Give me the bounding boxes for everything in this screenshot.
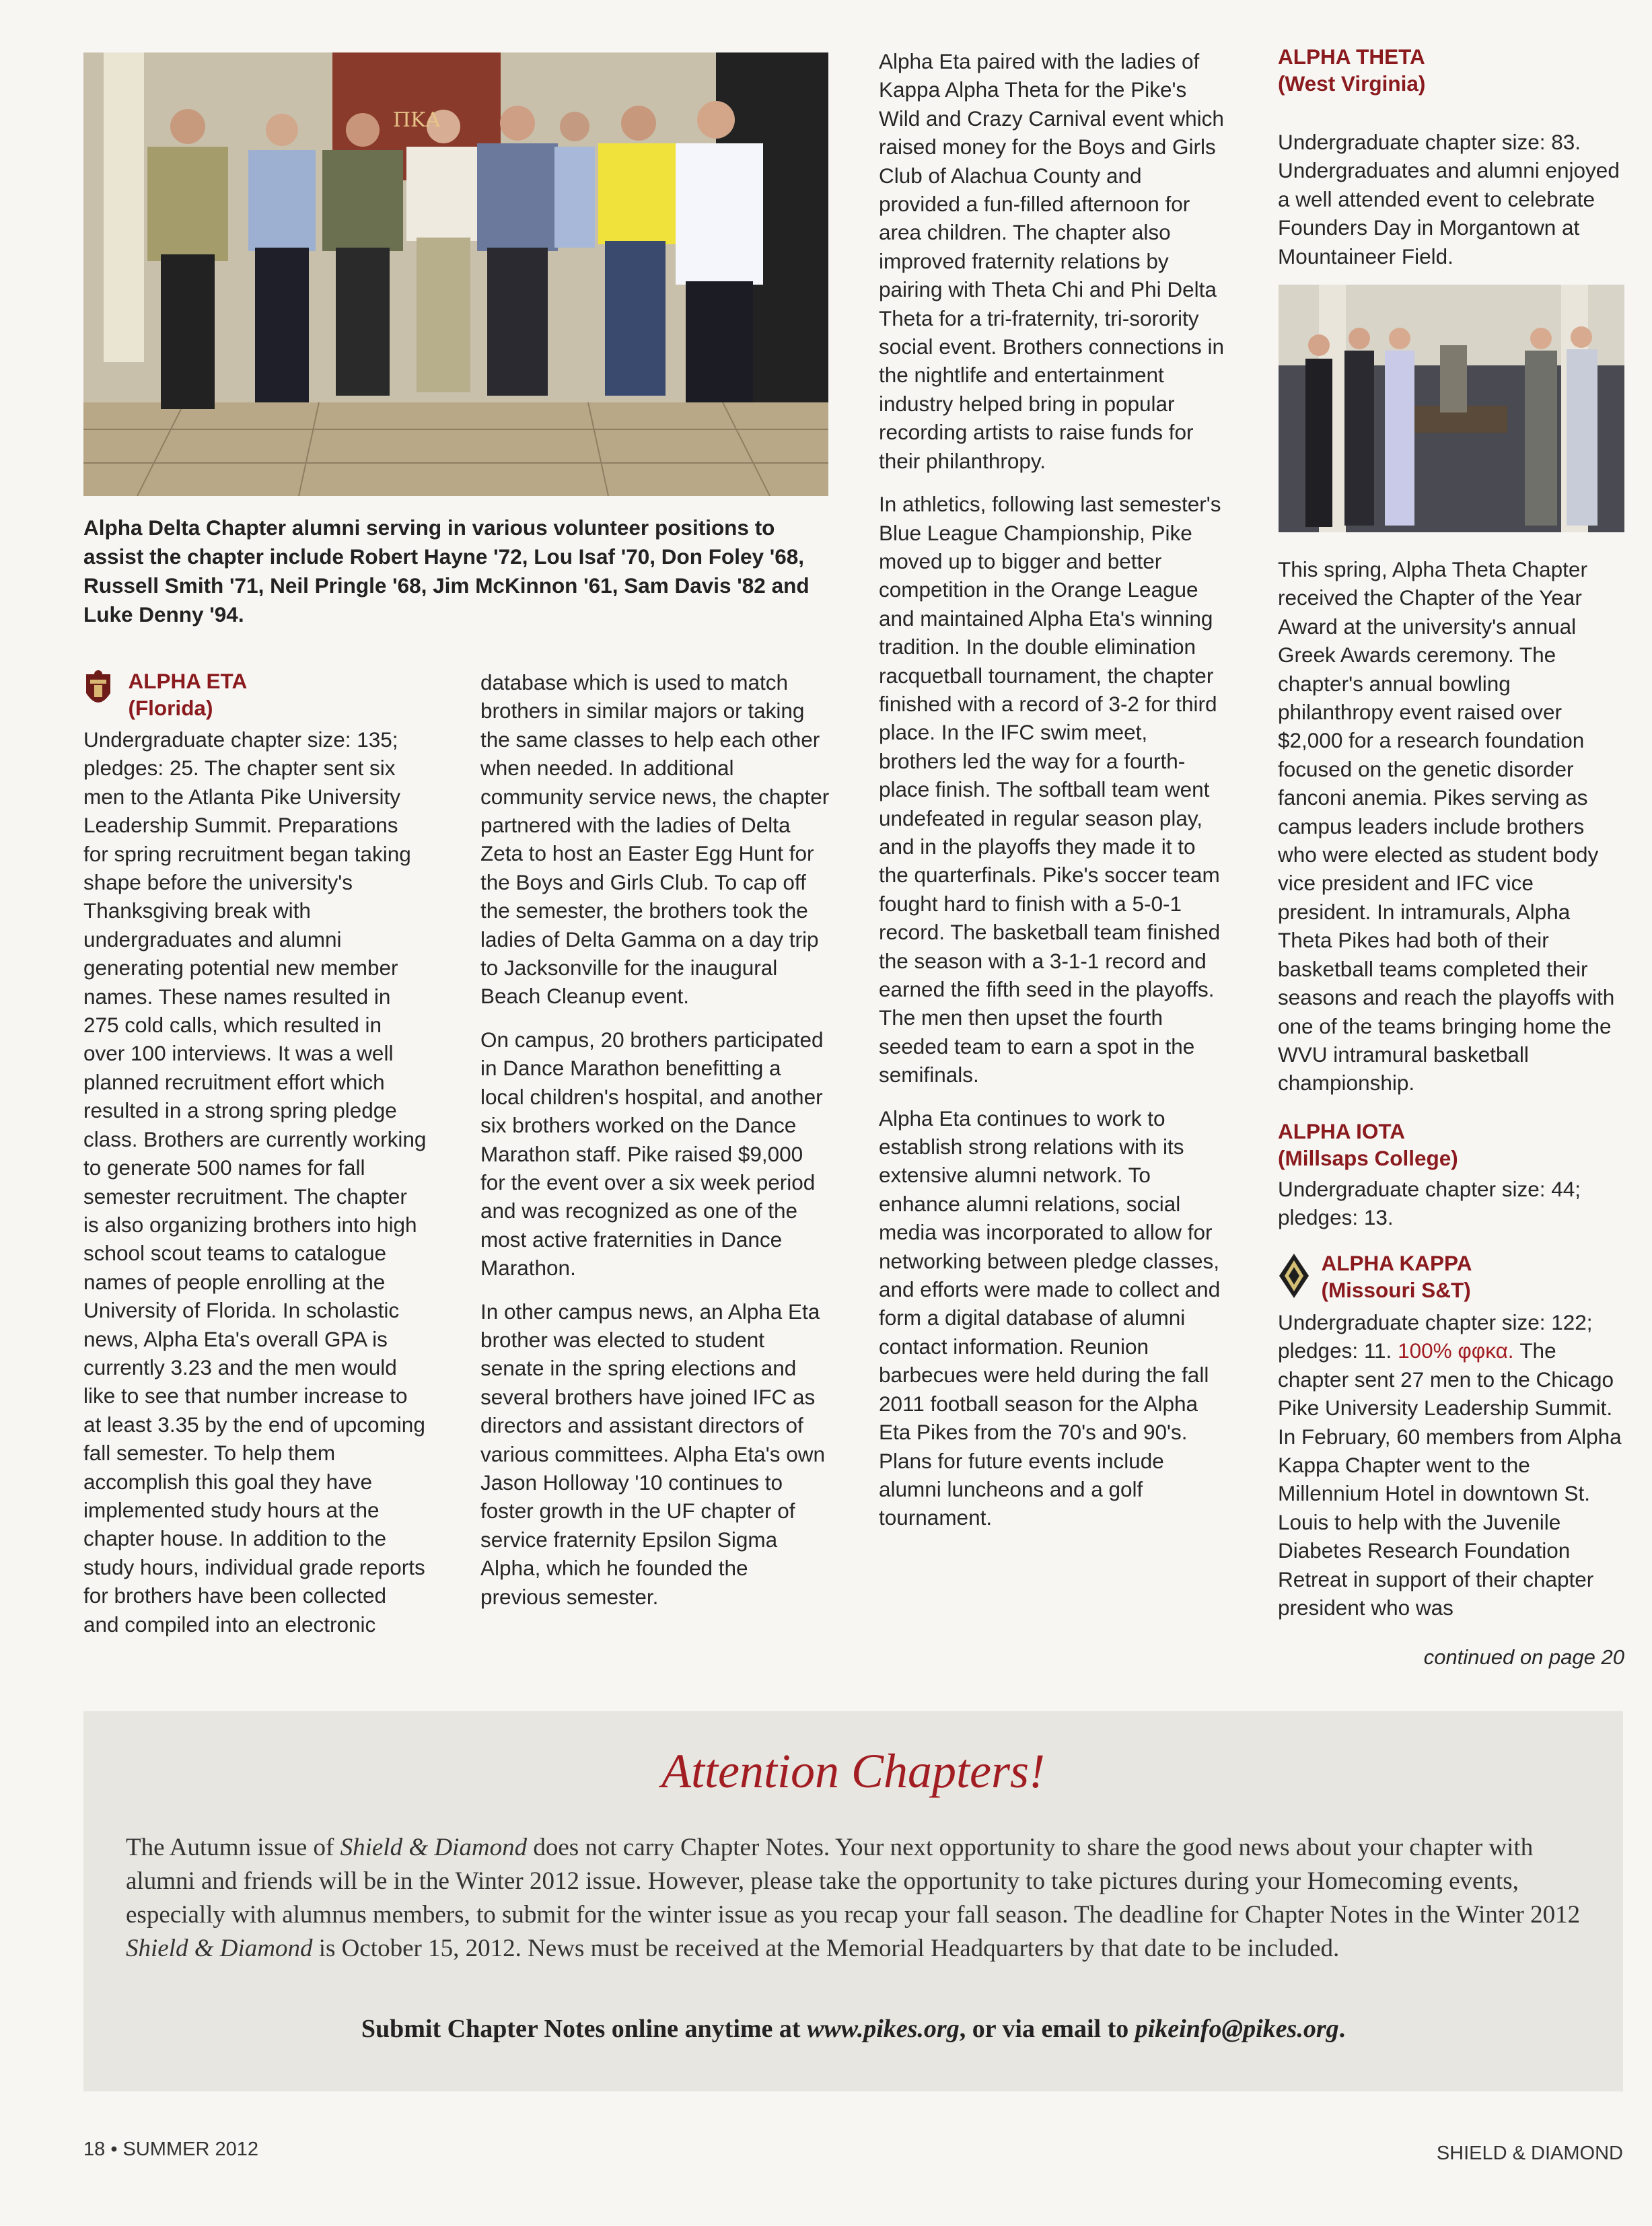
alpha-kappa-school: (Missouri S&T) — [1321, 1278, 1471, 1302]
alpha-theta-award-photo — [1279, 285, 1624, 532]
footer-page-info: 18 • SUMMER 2012 — [83, 2139, 258, 2160]
alpha-iota-header — [1278, 1118, 1628, 1172]
website-link[interactable]: www.pikes.org — [807, 2015, 960, 2043]
alpha-theta-title: ALPHA THETA — [1278, 44, 1425, 69]
banner-text-2: Shield & Diamond — [340, 1834, 528, 1861]
alumni-group-photo — [83, 52, 828, 496]
alpha-kappa-p1-c: The chapter sent 27 men to the Chicago Pike University Leadership Summit. In February, 60 members from Alpha Kappa Chapter went to the Millennium Hotel in downtown St. Louis to help with the Juvenile Diabetes Research Foundation Retreat in support of their chapter president who was — [1278, 1338, 1622, 1620]
banner-title: Attention Chapters! — [661, 1744, 1045, 1798]
banner-text-4: Shield & Diamond — [126, 1935, 313, 1962]
chapter-crest-icon — [83, 670, 113, 715]
alpha-eta-col3-p3: Alpha Eta continues to work to establish strong relations with its extensive alumni network. To enhance alumni relations, social media was incorporated to allow for networking between pledge classes, and efforts were made to collect and form a digital database of alumni contact information. Reunion barbecues were held during the fall 2011 football season for the Alpha Eta Pikes from the 70's and 90's. Plans for future events include alumni luncheons and a golf tournament. — [879, 1106, 1221, 1530]
continued-note: continued on page 20 — [1423, 1645, 1624, 1669]
alpha-eta-col2-p3: In other campus news, an Alpha Eta brother was elected to student senate in the spring elections and several brothers have joined IFC as directors and assistant directors of various committees. Alpha Eta's own Jason Holloway '10 continues to foster growth in the UF chapter of service fraternity Epsilon Sigma Alpha, which he founded the previous semester. — [480, 1299, 825, 1609]
alpha-kappa-p1 — [1278, 1308, 1628, 1622]
crest-letters: ΠΚΑ — [392, 108, 441, 132]
alpha-eta-col2-p1: database which is used to match brothers in similar majors or taking the same classes to help each other when needed. In additional community service news, the chapter partnered with the ladies of Delta Zeta to host an Easter Egg Hunt for the Boys and Girls Club. To cap off the semester, the brothers took the ladies of Delta Gamma on a day trip to Jacksonville for the inaugural Beach Cleanup event. — [480, 670, 830, 1009]
alpha-kappa-p1-a: Undergraduate chapter size: 122; pledges: 11. — [1278, 1310, 1593, 1363]
alpha-eta-col3-p1: Alpha Eta paired with the ladies of Kappa Alpha Theta for the Pike's Wild and Crazy Carnival event which raised money for the Boys and Girls Club of Alachua County and provided a fun-filled afternoon for area children. The chapter also improved fraternity relations by pairing with Theta Chi and Phi Delta Theta for a tri-fraternity, tri-sorority social event. Brothers connections in the nightlife and entertainment industry helped bring in popular recording artists to raise funds for their philanthropy. — [879, 49, 1225, 473]
alpha-theta-header — [1278, 43, 1628, 97]
submit-text-1: Submit Chapter Notes online anytime at — [361, 2015, 807, 2043]
alpha-eta-col2-p2: On campus, 20 brothers participated in Dance Marathon benefitting a local children's hospital, and another six brothers worked on the Dance Marathon staff. Pike raised $9,000 for the event over a six week period and was recognized as one of the most active fraternities in Dance Marathon. — [480, 1027, 824, 1281]
alpha-eta-school: (Florida) — [128, 696, 213, 720]
alpha-iota-school: (Millsaps College) — [1278, 1146, 1458, 1170]
alpha-eta-col3-p2: In athletics, following last semester's Blue League Championship, Pike moved up to bigger and better competition in the Orange League and maintained Alpha Eta's winning tradition. In the double elimination racquetball tournament, the chapter finished with a record of 3-2 for third place. In the IFC swim meet, brothers led the way for a fourth-place finish. The softball team went undefeated in regular season play, and in the playoffs they made it to the quarterfinals. Pike's soccer team fought hard to finish with a 5-0-1 record. The basketball team finished the season with a 3-1-1 record and earned the fifth seed in the playoffs. The men then upset the fourth seeded team to earn a spot in the semifinals. — [879, 492, 1221, 1087]
alpha-kappa-title: ALPHA KAPPA — [1321, 1251, 1472, 1275]
banner-body — [126, 1831, 1600, 1966]
photo-caption: Alpha Delta Chapter alumni serving in various volunteer positions to assist the chapter include Robert Hayne '72, Lou Isaf '70, Don Foley '68, Russell Smith '71, Neil Pringle '68, Jim McKinnon '61, Sam Davis '82 and Luke Denny '94. — [83, 515, 810, 626]
alpha-kappa-greek: 100% φφκα. — [1398, 1338, 1514, 1363]
alpha-eta-col3 — [879, 47, 1229, 1547]
alpha-eta-col2 — [480, 668, 830, 1626]
alpha-theta-p2: This spring, Alpha Theta Chapter received the Chapter of the Year Award at the university's annual Greek Awards ceremony. The chapter's annual bowling philanthropy event raised over $2,000 for a research foundation focused on the genetic disorder fanconi anemia. Pikes serving as campus leaders include brothers who were elected as student body vice president and IFC vice president. In intramurals, Alpha Theta Pikes had both of their basketball teams completed their seasons and reach the playoffs with one of the teams bringing home the WVU intramural basketball championship. — [1278, 557, 1615, 1096]
alpha-eta-col1: Undergraduate chapter size: 135; pledges: 25. The chapter sent six men to the Atlanta Pike University Leadership Summit. Preparations for spring recruitment began taking shape before the university's Thanksgiving break with undergraduates and alumni generating potential new member names. These names resulted in 275 cold calls, which resulted in over 100 interviews. It was a well planned recruitment effort which resulted in a strong spring pledge class. Brothers are currently working to generate 500 names for fall semester recruitment. The chapter is also organizing brothers into high school scout teams to catalogue names of people enrolling at the University of Florida. In scholastic news, Alpha Eta's overall GPA is currently 3.23 and the men would like to see that number increase to at least 3.35 by the end of upcoming fall semester. To help them accomplish this goal they have implemented study hours at the chapter house. In addition to the study hours, individual grade reports for brothers have been collected and compiled into an electronic — [83, 727, 427, 1637]
alpha-kappa-header — [1278, 1250, 1628, 1303]
alpha-iota-p1: Undergraduate chapter size: 44; pledges: 13. — [1278, 1177, 1581, 1230]
submit-text-3: . — [1338, 2015, 1346, 2043]
alpha-theta-school: (West Virginia) — [1278, 71, 1426, 96]
attention-banner — [83, 1711, 1623, 2091]
alpha-eta-title: ALPHA ETA — [128, 669, 248, 693]
submit-text-2: , or via email to — [959, 2015, 1135, 2043]
banner-text-5: is October 15, 2012. News must be received at the Memorial Headquarters by that date to be included. — [312, 1935, 1340, 1962]
diamond-badge-icon — [1278, 1252, 1310, 1303]
alpha-eta-header — [83, 668, 406, 721]
alpha-iota-title: ALPHA IOTA — [1278, 1119, 1405, 1143]
banner-submit-line — [83, 2014, 1623, 2044]
alpha-theta-p1: Undergraduate chapter size: 83. Undergraduates and alumni enjoyed a well attended event to celebrate Founders Day in Morgantown at Mountaineer Field. — [1278, 130, 1620, 268]
banner-text-3: does not carry Chapter Notes. Your next opportunity to share the good news about your chapter with alumni and friends will be in the Winter 2012 issue. However, please take the opportunity to take pictures during your Homecoming events, especially with alumnus members, to submit for the winter issue as you recap your fall season. The deadline for Chapter Notes in the Winter 2012 — [126, 1834, 1581, 1929]
banner-text-1: The Autumn issue of — [126, 1834, 340, 1861]
email-link[interactable]: pikeinfo@pikes.org — [1135, 2015, 1339, 2043]
footer-publication: SHIELD & DIAMOND — [1436, 2143, 1623, 2164]
